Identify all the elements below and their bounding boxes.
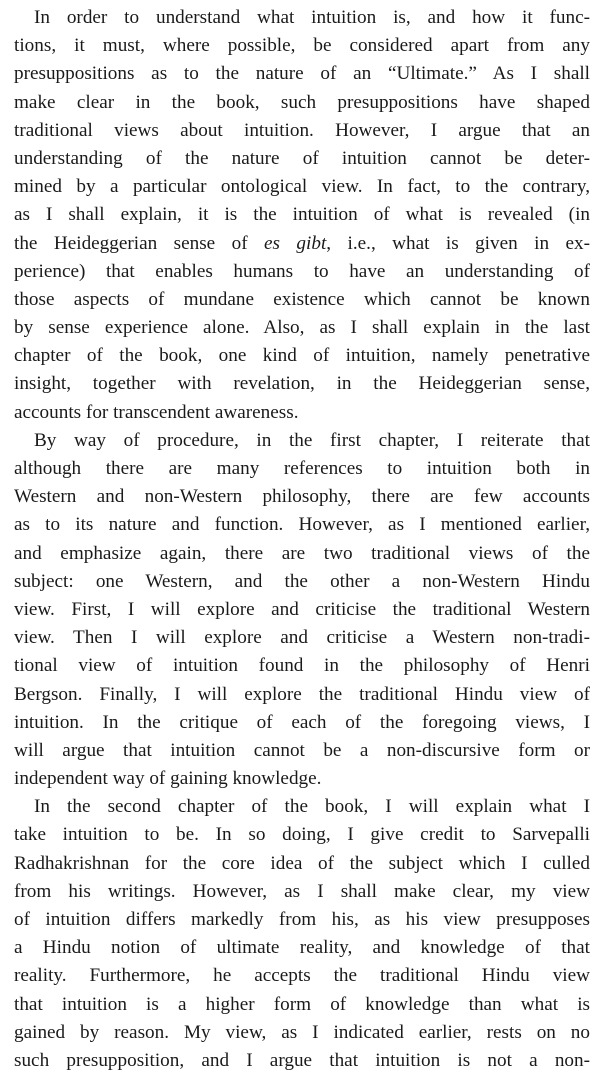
- text-line: insight, together with revelation, in the Heideggerian sense,: [14, 373, 590, 395]
- text-line: Bergson. Finally, I will explore the traditional Hindu view of: [14, 683, 590, 705]
- text-line: Radhakrishnan for the core idea of the subject which I culled: [14, 852, 590, 874]
- text-line: as to its nature and function. However, as I mentioned earlier,: [14, 514, 590, 536]
- text-line: tional view of intuition found in the philosophy of Henri: [14, 655, 590, 677]
- text-line: such presupposition, and I argue that intuition is not a non-: [14, 1049, 590, 1071]
- text-line: By way of procedure, in the first chapter, I reiterate that: [34, 429, 590, 451]
- text-line: subject: one Western, and the other a non-Western Hindu: [14, 570, 590, 592]
- text-line: presuppositions as to the nature of an “Ultimate.” As I shall: [14, 63, 590, 85]
- page-text: [14, 4, 590, 1075]
- text-line: In the second chapter of the book, I will explain what I: [34, 796, 590, 818]
- text-line: understanding of the nature of intuition cannot be deter-: [14, 147, 590, 169]
- text-line: independent way of gaining knowledge.: [14, 768, 322, 790]
- text-line: take intuition to be. In so doing, I give credit to Sarvepalli: [14, 824, 590, 846]
- text-line: the Heideggerian sense of es gibt, i.e., what is given in ex-: [14, 232, 590, 254]
- text-line: intuition. In the critique of each of the foregoing views, I: [14, 711, 590, 733]
- paragraph-3: [14, 793, 590, 1075]
- text-line: a Hindu notion of ultimate reality, and knowledge of that: [14, 937, 590, 959]
- text-line: of intuition differs markedly from his, as his view presupposes: [14, 909, 590, 930]
- text-line: by sense experience alone. Also, as I shall explain in the last: [14, 317, 590, 339]
- text-line: will argue that intuition cannot be a non-discursive form or: [14, 739, 590, 761]
- text-line: although there are many references to intuition both in: [14, 458, 590, 479]
- paragraph-2: [14, 427, 590, 793]
- text-line: view. Then I will explore and criticise a Western non-tradi-: [14, 627, 590, 649]
- text-line: tions, it must, where possible, be considered apart from any: [14, 35, 590, 57]
- text-line: from his writings. However, as I shall make clear, my view: [14, 880, 590, 902]
- text-line: make clear in the book, such presuppositions have shaped: [14, 91, 590, 113]
- text-line: reality. Furthermore, he accepts the traditional Hindu view: [14, 965, 590, 987]
- text-line: accounts for transcendent awareness.: [14, 401, 299, 423]
- text-line: traditional views about intuition. However, I argue that an: [14, 119, 590, 141]
- text-line: perience) that enables humans to have an understanding of: [14, 260, 590, 282]
- text-line: gained by reason. My view, as I indicated earlier, rests on no: [14, 1021, 590, 1043]
- paragraph-1: [14, 4, 590, 427]
- text-line: chapter of the book, one kind of intuition, namely penetrative: [14, 345, 590, 367]
- text-line: that intuition is a higher form of knowledge than what is: [14, 993, 590, 1015]
- text-line: mined by a particular ontological view. In fact, to the contrary,: [14, 176, 590, 198]
- text-line: and emphasize again, there are two traditional views of the: [14, 542, 590, 564]
- text-line: as I shall explain, it is the intuition of what is revealed (in: [14, 204, 590, 226]
- text-line: those aspects of mundane existence which cannot be known: [14, 288, 590, 310]
- text-line: Western and non-Western philosophy, there are few accounts: [14, 486, 590, 508]
- text-line: view. First, I will explore and criticise the traditional Western: [14, 598, 590, 620]
- text-line: In order to understand what intuition is, and how it func-: [34, 7, 590, 28]
